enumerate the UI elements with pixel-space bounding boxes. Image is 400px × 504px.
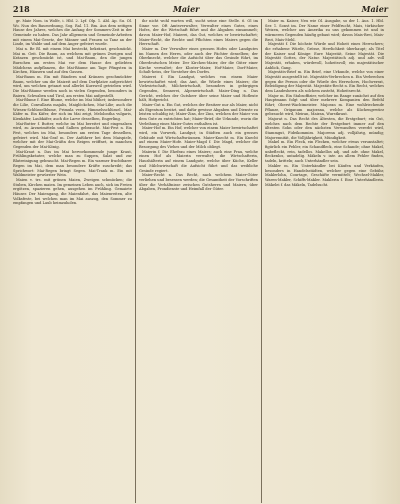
entry-paragraph: Maier-Gut n. Ein Gut, welches der Besitzer nur als Maier, nicht als Eigentum besitzt, und dafür gewisse Abgaben und Dienste zu leisten schuldig ist; Maier-Zins, der Zins, welchen der Maier von dem Gute zu entrichten hat; Maier-Brief, die Urkunde, worin die Verleihung eines Maier-Gutes enthalten ist. bbox=[139, 103, 258, 126]
page-number: 218 bbox=[13, 4, 30, 14]
column-divider bbox=[261, 19, 262, 503]
column-left bbox=[13, 19, 132, 503]
entry-paragraph: Maier-Hof m. Ein Hof, welcher von einem Maier bewirtschaftet wird, ein Vorwerk, Landgut; in Städten auch ein grosses Gebäude mit Wirtschaftsräumen. Maier-Knecht m. Ein Knecht auf einem Maier-Hofe. Maier-Magd f. Die Magd, welcher die Besorgung des Viehes und der Milch obliegt. bbox=[139, 126, 258, 150]
entry-paragraph: Mai-Kraut n. Das im Mai hervorkommende junge Kraut, Frühlingskräuter, welche man zu Suppen, Salat und zur Blutreinigung gebraucht. Mai-Regen m. Ein warmer fruchtbarer Regen im Mai, dem man besondere Kräfte zuschreibt; das Sprichwort: Mai-Regen bringt Segen. Mai-Trank m. Ein mit Waldmeister gewürzter Wein. bbox=[13, 149, 132, 178]
entry-paragraph: Majestäts-Brief m. Ein Brief, eine Urkunde, welche von einer Majestät ausgestellt ist. Majestäts-Verbrechen n. Ein Verbrechen gegen die Person oder die Würde des Herrschers, Hochverrat, Beleidigung der Majestät. Majestäts-Recht n. Ein Recht, welches dem Landesherrn als solchem zusteht, Hoheitsrecht. bbox=[265, 70, 384, 94]
entry-paragraph: Maierei f. Ein Landgut, welches von einem Maier bewirtschaftet wird; das Amt, die Würde eines Maiers; die Viehwirtschaft, Milchwirtschaft, besonders in gebirgigen Gegenden, Sennerei, Alpenwirtschaft. Maier-Ding n. Das Gericht, welches der Gutsherr über seine Maier und Hofleute hält, Hofgericht. bbox=[139, 75, 258, 103]
entry-paragraph: Majestät f. Die höchste Würde und Hoheit eines Herrschers; die erhabene Würde, Grösse, Herrlichkeit überhaupt; als Titel der Kaiser und Könige: Eure Majestät, Seine Majestät. Die Majestät Gottes, der Natur. Majestätisch adj. und adv. voll Majestät, erhaben, würdevoll, hoheitsvoll; ein majestätischer Anblick, Gang. bbox=[265, 42, 384, 70]
entry-paragraph: Majorat n. Das Recht des Ältesten, die Erstgeburt; ein Gut, welches nach dem Rechte der Erstgeburt immer auf den ältesten Sohn oder den nächsten Verwandten vererbt wird, Stammgut, Fideikommiss. Majorenn adj. volljährig, mündig; Majorennität, die Volljährigkeit, Mündigkeit. bbox=[265, 117, 384, 140]
entry-paragraph: Major m. Ein Stabsoffizier, welcher im Range zunächst auf den Hauptmann folgt und über mehrere Kompanien den Befehl führt; Oberst-Wachtmeister. Majoran m. Eine wohlriechende Pflanze, Origanum majorana, welche als Küchengewürz gebraucht wird, Meiran, Mairan, Wurstkraut. bbox=[265, 93, 384, 117]
text-columns bbox=[13, 19, 388, 503]
entry-paragraph: Mai-Blume f. Eine Blume, welche im Mai blühet; insbesondere die Lilie, Convallaria majalis, Maiglöckchen, Mai-Lilie; auch die Wiesen-Schlüsselblume, Primula veris, Himmelsschlüssel. Mai-Käfer m. Ein Käfer, der sich im Mai zeigt, Melolontha vulgaris, Kienkäfer, Laubkäfer, auch die Larve desselben, Engerling. bbox=[13, 98, 132, 122]
running-headword-left: Maier bbox=[173, 4, 200, 14]
entry-paragraph: Mai-Butter f. Butter, welche im Mai bereitet und eingesalzen wird, zu Arzneimitteln und Salben gebraucht. Mai-Fest n. Ein Fest, welches im Mai, besonders am ersten Tage desselben, gefeiert wird. Mai-Graf m. Der Anführer bei dem Maispiele, welcher mit der Mai-Gräfin den Reigen eröffnet, in manchen Gegenden der Mai-König. bbox=[13, 121, 132, 150]
entry-paragraph: Maier-Recht n. Das Recht, nach welchem Maier-Güter verliehen und besessen werden; die Gesamtheit der Vorschriften über die Verhältnisse zwischen Gutsherrn und Maiern, über Abgaben, Frondienste und Heimfall der Güter. bbox=[139, 173, 258, 192]
entry-paragraph: Maierin f. Die Ehefrau eines Maiers; auch eine Frau, welche einen Hof als Maierin verwaltet; die Wirtschafterin, Haushälterin auf einem Landgute, welche über Küche, Keller und Milchwirtschaft die Aufsicht führt und das weibliche Gesinde regiert. bbox=[139, 149, 258, 173]
entry-paragraph: ihr nicht wohl warten will, sucht seine eine Stelle. 6. Ol im Sinne vor. Oft Amtsverwalter, Verwalter eines Gutes, eines Hofes, der die Wirtschaft führt und die Abgaben einsammelt; davon Maier-Hof, Maierei, das Gut, welches er bewirtschaftet; Maier-Recht, die Rechte und Pflichten eines Maiers gegen die Herrschaft. bbox=[139, 19, 258, 47]
entry-paragraph: Mai n. Be Bl. mit einem Mai besteckt, bekränzt, geschmückt. Mai m. Geit. Die Baum, an welchem mit grünen Zweigen und Kränzen geschmückt ist, und Mai-Baum, den die jungen Burschen am ersten Mai vor dem Hause des geliebten Mädchens aufpflanzen, die Mai-Bäume am Tage Pfingsten in Kirchen, Häusern und auf den Gassen. bbox=[13, 47, 132, 75]
entry-paragraph: Mai-Baum m. Ein mit Bändern und Kränzen geschmückter Baum, welcher um die Maizeit auf dem Dorfplatze aufgerichtet wird, um welchen getanzt und allerlei Kurzweil getrieben wird. Die Mai-Bäume werden noch in vielen Gegenden, besonders in Baiern, Schwaben und Tirol, am ersten Mai aufgestellt. bbox=[13, 75, 132, 98]
entry-paragraph: Maier m. Kaiser, Neu wie Ol. Ausgabe, so der 1. Aus. 1. Hbl. Ser. 1. Sonst im. Der Name einer Feldfrucht, Mais, türkischer Weizen, welcher aus Amerika zu uns gekommen ist und in wärmeren Gegenden häufig gebaut wird; davon Mais-Brei, Mais-Brot, Mais-Mehl. bbox=[265, 19, 384, 42]
entry-paragraph: Makel m. Ein Fleck, ein Flecken, welcher etwas verunstaltet; figürlich ein Fehler, ein Schandfleck, eine Schande; ohne Makel, unbefleckt, rein, tadellos. Makellos adj. und adv. ohne Makel, fleckenlos, untadelig. Mäkeln v. intr. an allem Fehler finden, tadeln, kritteln; auch Unterhändler sein. bbox=[265, 140, 384, 164]
entry-paragraph: Maien v. trs. mit grünen Maien, Zweigen schmücken; die Stuben, Kirchen maien. Im gemeinen Leben auch, sich im Freien ergötzen, spazieren gehen, ausgehen im Frühling. Gemaiete Häuser. Der Maiengang, die Maienfahrt, das Maienreiten, alte Volksfeste, bei welchen man im Mai auszog, den Sommer zu empfangen und Laub heimzuholen. bbox=[13, 177, 132, 206]
entry-paragraph: Maier m. Der Verwalter eines grossen Hofes oder Landgutes im Namen des Herrn, oder auch der Pächter desselben; der Oberknecht, welcher die Aufsicht über das Gesinde führt, im Oberdeutschen Meier. Der Kirchen-Maier, der die Güter einer Kirche verwaltet; der Kloster-Maier, Hof-Maier, Dorf-Maier, Schult-heiss, der Vorsteher des Dorfes. bbox=[139, 47, 258, 75]
running-headword-right: Maier bbox=[361, 4, 388, 14]
entry-paragraph: Makler m. Ein Unterhändler bei Käufen und Verkäufen, besonders in Handelsstädten, welcher gegen eine Gebühr, Maklerlohn, Courtage, Geschäfte vermittelt; Wechsel-Makler, Waren-Makler, Schiffs-Makler. Maklerin f. Eine Unterhändlerin. Mäkelei f. das Mäkeln, Tadelsucht. bbox=[265, 163, 384, 187]
column-divider bbox=[135, 19, 136, 503]
entry-paragraph: gr. Maie Nom. in Wolfe, i. Hbl. 2. Lyf. Olp. 1. Abl. Ap. Su. Ol. Wo. Nun des Baurordnung, Sog. Ral. 11. Bm. Aus dem zeitigen Hause des Jahres, welches die Anfang der Sommers-Zeit in der Gemeinde zu haben. Das Jahr allgemein und Gemeinde-Arbeiten mit einem Mai-Gesetz, der Männer und Frauen so Tanz an der Linde, im Walde und auf dem Anger gefeiert wurde. bbox=[13, 19, 132, 47]
page-header bbox=[13, 4, 388, 17]
column-right bbox=[265, 19, 384, 503]
column-middle bbox=[139, 19, 258, 503]
